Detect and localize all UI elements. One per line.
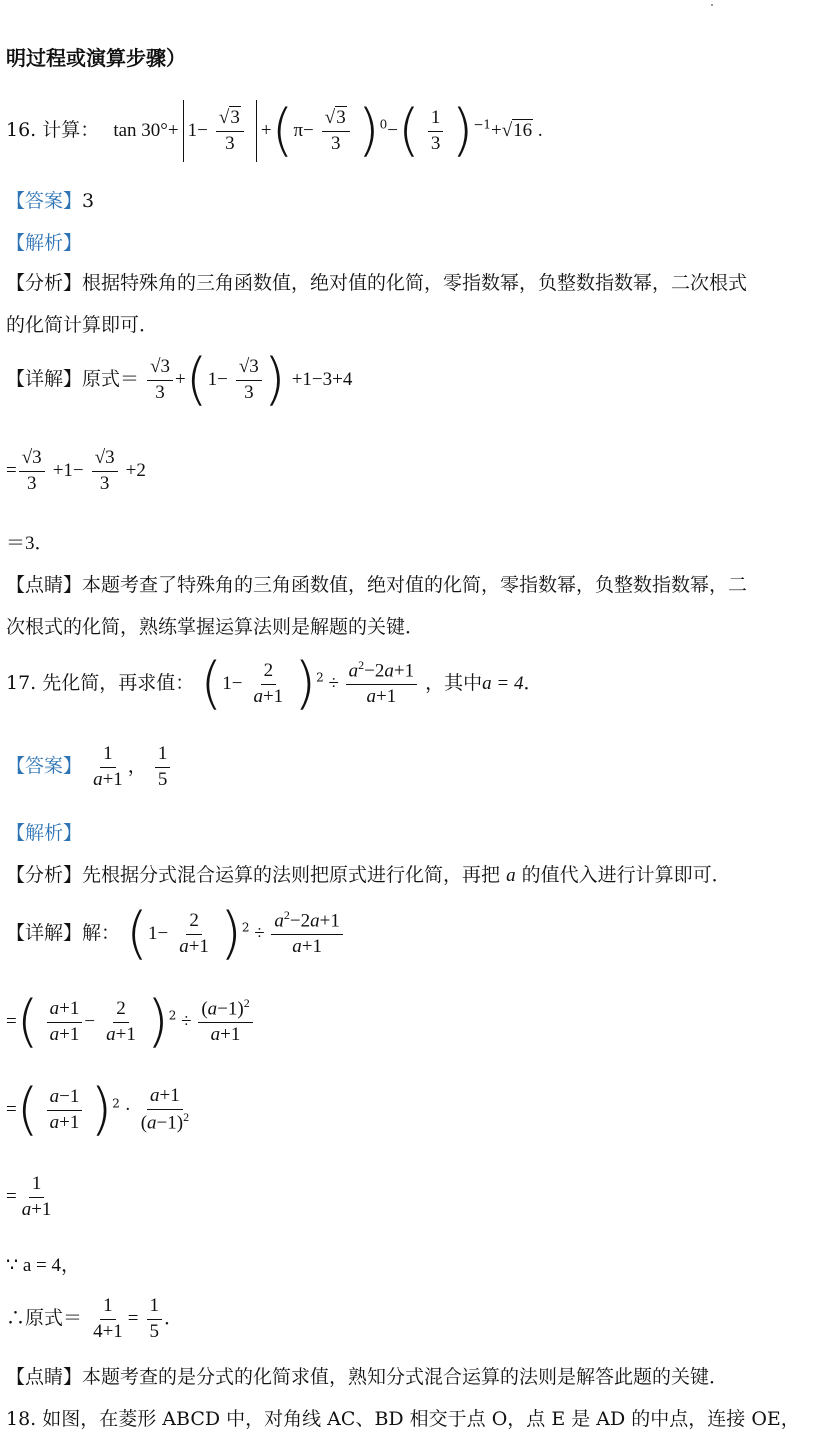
q16-step2: = $\frac{√3}{3}$ +1− $\frac{√3}{3}$ +2 [6, 447, 146, 494]
q17-xiangjie: 【详解】解： (1− $\frac{2}{a+1}$ )$^2$ ÷ $\frac{a^2-2a+1}{a+1}$ [6, 906, 345, 962]
q17-step2: =( $\frac{a+1}{a+1}$ − $\frac{2}{a+1}$ )$^2$ ÷ $\frac{(a-1)^2}{a+1}$ [6, 994, 255, 1050]
q17-answer: 【答案】 $\frac{1}{a+1}$ ， $\frac{1}{5}$ [6, 742, 172, 792]
q16-analysis-tag: 【解析】 [6, 232, 83, 254]
q16-question: 16. 计算： tan 30°+ 1− $\frac{√3}{3}$ +(π− $\frac{√3}{3}$ )$^0$−( $\frac{1}{3}$ )$^{-1}$+√16 . [6, 98, 543, 163]
q16-dianjing-2: 次根式的化简，熟练掌握运算法则是解题的关键． [6, 616, 425, 638]
q16-xiangjie: 【详解】原式＝ $\frac{√3}{3}$ +(1− $\frac{√3}{3}$ ) +1−3+4 [6, 347, 353, 412]
q17-question: 17. 先化简，再求值： (1− $\frac{2}{a+1}$ )$^2$ ÷ $\frac{a^2-2a+1}{a+1}$ ，其中a = 4． [6, 651, 543, 716]
q16-step3: ＝3． [6, 533, 54, 554]
scan-dot [711, 4, 713, 6]
q17-fenxi: 【分析】先根据分式混合运算的法则把原式进行化简，再把 a 的值代入进行计算即可． [6, 864, 731, 886]
q17-because: ∵ a = 4， [6, 1255, 80, 1276]
q17-analysis-tag: 【解析】 [6, 822, 83, 844]
q16-answer: 【答案】3 [6, 190, 95, 212]
q18-question: 18. 如图，在菱形 ABCD 中，对角线 AC、BD 相交于点 O，点 E 是 AD 的中点，连接 OE， [6, 1408, 800, 1430]
q17-dianjing: 【点睛】本题考查的是分式的化简求值，熟知分式混合运算的法则是解答此题的关键． [6, 1366, 729, 1388]
q17-step4: = $\frac{1}{a+1}$ [6, 1173, 52, 1220]
q16-fenxi: 【分析】根据特殊角的三角函数值，绝对值的化简，零指数幂，负整数指数幂，二次根式 [6, 272, 748, 294]
q16-dianjing: 【点睛】本题考查了特殊角的三角函数值，绝对值的化简，零指数幂，负整数指数幂，二 [6, 574, 748, 596]
q17-therefore: ∴原式＝ $\frac{1}{4+1}$ = $\frac{1}{5}$ ． [6, 1295, 184, 1342]
q17-step3: =( $\frac{a-1}{a+1}$ )$^2$ · $\frac{a+1}{(a-1)^2}$ [6, 1077, 190, 1142]
section-header: 明过程或演算步骤） [6, 46, 186, 70]
q16-fenxi-2: 的化简计算即可． [6, 314, 159, 336]
